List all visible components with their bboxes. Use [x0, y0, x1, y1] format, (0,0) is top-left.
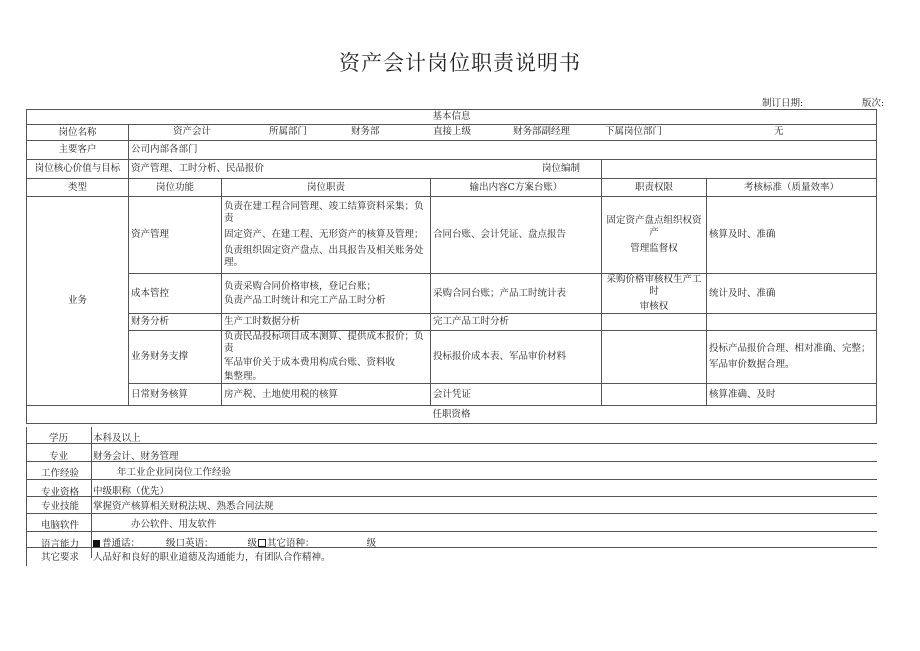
output-cell: 合同台账、会计凭证、盘点报告: [431, 197, 602, 274]
duty-cell: 生产工时数据分析: [222, 314, 431, 331]
staffing-cell: [542, 160, 877, 179]
standard-cell: 投标产品报价合理、相对准确、完整；军品审价数据合理。: [707, 331, 877, 384]
customer-label: 主要客户: [27, 141, 129, 160]
qual-value-skills: 掌握资产核算相关财税法规、熟悉合同法规: [93, 501, 274, 512]
standard-cell: [707, 314, 877, 331]
header-duty: 岗位职责: [222, 179, 431, 197]
duty-line: 负责在建工程合同管理、竣工结算资料采集；负责: [224, 201, 424, 224]
post-name-label: 岗位名称: [27, 125, 129, 141]
superior-label: 直接上级: [433, 126, 472, 137]
other-requirements-label: 其它要求: [41, 552, 80, 563]
version-label: 版次:: [862, 98, 885, 109]
duty-cell: [222, 274, 431, 314]
authority-cell: [602, 384, 707, 406]
qual-value-education: 本科及以上: [93, 433, 141, 444]
job-table: [26, 109, 877, 424]
superior-value: 财务部副经理: [513, 126, 571, 137]
output-cell: 投标报价成本表、军品审价材料: [431, 331, 602, 384]
authority-line: 采购价格审核权生产工时: [606, 274, 702, 297]
authority-line: 固定资产盘点组织权资产: [606, 215, 702, 238]
qualification-block: [26, 427, 877, 566]
other-requirements-value: 人品好和良好的职业道德及沟通能力，有团队合作精神。: [93, 552, 331, 563]
dept-value: 财务部: [351, 126, 380, 137]
duty-cell: 房产税、土地使用税的核算: [222, 384, 431, 406]
duty-line: 负责组织固定资产盘点、出具报告及相关账务处理。: [224, 245, 424, 268]
output-cell: 会计凭证: [431, 384, 602, 406]
qual-value-software: 办公软件、用友软件: [131, 519, 217, 530]
qual-label-education: 学历: [49, 433, 69, 444]
qual-value-major: 财务会计、财务管理: [93, 451, 179, 462]
standard-cell: 统计及时、准确: [707, 274, 877, 314]
qual-value-certification: 中级职称（优先）: [93, 486, 170, 497]
header-type: 类型: [27, 179, 129, 197]
duty-cell: [222, 197, 431, 274]
standard-cell: 核算及时、准确: [707, 197, 877, 274]
function-cell: 成本管控: [129, 274, 222, 314]
post-name-value: 资产会计: [173, 126, 212, 137]
function-cell: 资产管理: [129, 197, 222, 274]
basic-info-row: [129, 125, 877, 141]
qual-label-certification: 专业资格: [41, 487, 80, 498]
language-value: [93, 535, 376, 549]
duty-line: 固定资产、在建工程、无形资产的核算及管理；: [224, 229, 424, 240]
authority-cell: [602, 314, 707, 331]
function-cell: 业务财务支撑: [129, 331, 222, 384]
function-cell: 财务分析: [129, 314, 222, 331]
authority-line: 审核权: [639, 301, 669, 312]
duty-line: 负责民品投标项目成本测算、提供成本报价；负责: [224, 331, 424, 354]
checked-box-icon: [93, 540, 100, 547]
standard-cell: 核算准确、及时: [707, 384, 877, 406]
type-cell: 业务: [27, 197, 129, 406]
staffing-label: 岗位编制: [542, 163, 581, 174]
qual-value-experience: 年工业企业同岗位工作经验: [117, 467, 232, 478]
qual-label-major: 专业: [49, 451, 69, 462]
revision-date-label: 制订日期:: [762, 98, 804, 109]
output-cell: 采购合同台账；产品工时统计表: [431, 274, 602, 314]
output-cell: 完工产品工时分析: [431, 314, 602, 331]
authority-cell: [602, 274, 707, 314]
language-label: 语言能力: [41, 539, 80, 550]
basic-info-header: 基本信息: [27, 110, 877, 125]
other-language-label: 其它语种：: [267, 538, 315, 549]
header-function: 岗位功能: [129, 179, 222, 197]
english-label: 级口英语：: [166, 538, 214, 549]
subordinate-value: 无: [774, 126, 784, 137]
duty-line: 集整理。: [224, 371, 263, 382]
duty-line: 军品审价关于成本费用构成台账、资料收: [224, 357, 396, 368]
english-level: 级: [247, 538, 258, 549]
unchecked-box-icon: [258, 539, 266, 547]
authority-cell: [602, 331, 707, 384]
header-standard: 考核标准（质量效率）: [707, 179, 877, 197]
qualification-header: 任职资格: [27, 406, 877, 424]
header-authority: 职责权限: [602, 179, 707, 197]
qual-label-experience: 工作经验: [41, 468, 80, 479]
header-output: 输出内容C方案台账）: [431, 179, 602, 197]
core-label: 岗位核心价值与目标: [27, 160, 129, 179]
authority-cell: [602, 197, 707, 274]
duty-line: 负责采购合同价格审核，登记台账；: [224, 280, 377, 292]
qual-label-software: 电脑软件: [41, 520, 80, 531]
document-title: 资产会计岗位职责说明书: [339, 51, 581, 75]
other-language-level: 级: [366, 538, 377, 549]
subordinate-label: 下属岗位部门: [605, 126, 663, 137]
qual-label-skills: 专业技能: [41, 501, 80, 512]
customer-value: 公司内部各部门: [129, 141, 877, 160]
authority-line: 管理监督权: [630, 243, 678, 254]
duty-cell: [222, 331, 431, 384]
mandarin-label: 普通话：: [102, 538, 141, 549]
duty-line: 负责产品工时统计和完工产品工时分析: [224, 294, 386, 306]
core-value: 资产管理、工时分析、民品报价: [129, 160, 602, 179]
function-cell: 日常财务核算: [129, 384, 222, 406]
dept-label: 所属部门: [269, 126, 308, 137]
